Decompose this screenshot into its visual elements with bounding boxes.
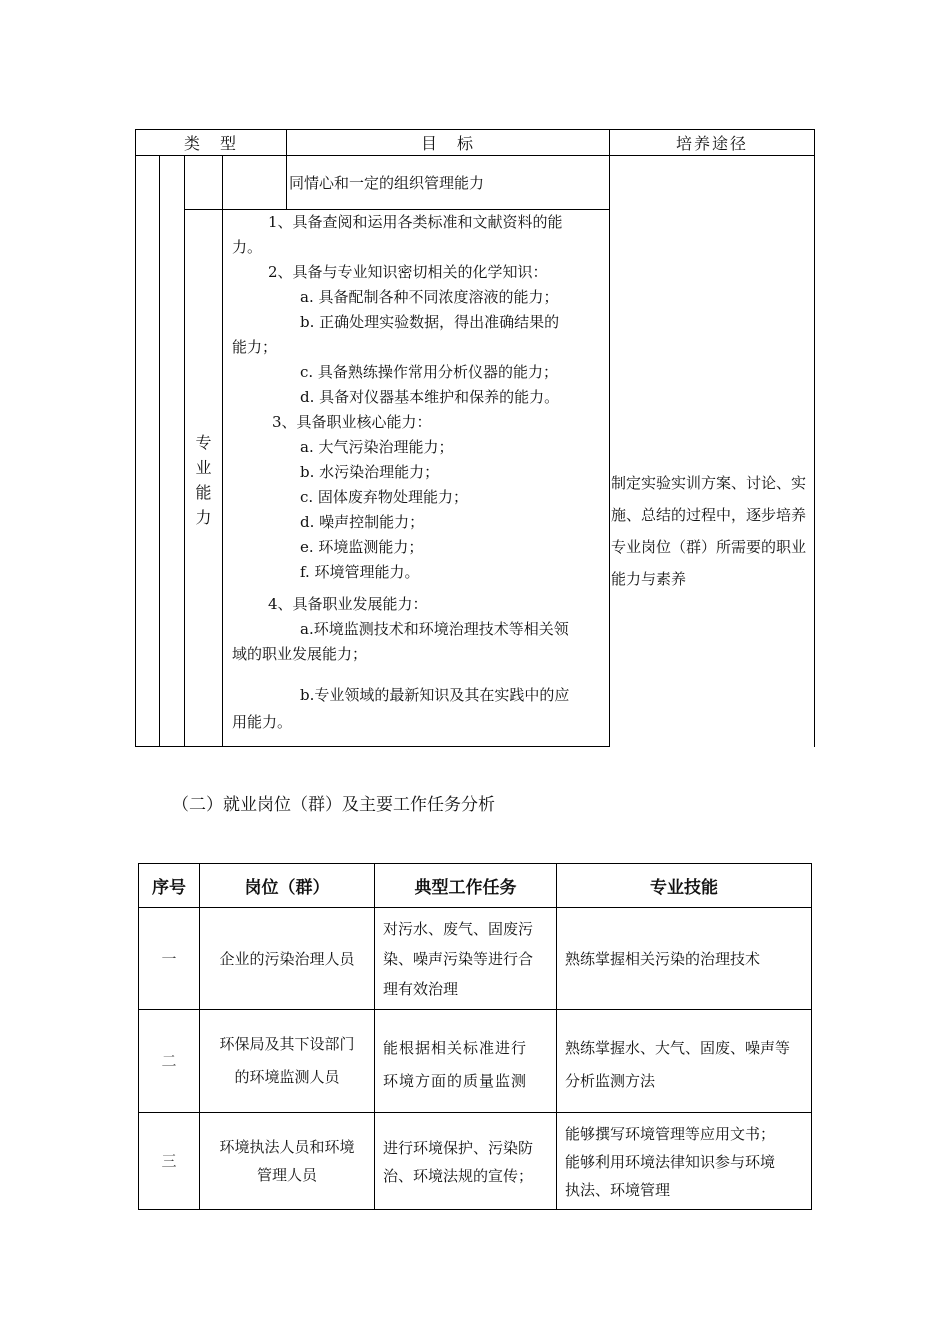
skill-cell: [565, 1032, 810, 1098]
goal-line: a. 大气污染治理能力；: [300, 438, 454, 456]
goal-line: e. 环境监测能力；: [300, 538, 424, 556]
goal-line: a.环境监测技术和环境治理技术等相关领: [300, 620, 569, 638]
path-line: 能力与素养: [611, 570, 687, 588]
header-type: 类 型: [183, 134, 238, 153]
goal-line: 1、具备查阅和运用各类标准和文献资料的能: [268, 213, 563, 231]
goal-line: b. 水污染治理能力；: [300, 463, 440, 481]
task-line: 对污水、废气、固废污: [383, 920, 534, 938]
row-num: 三: [161, 1152, 177, 1170]
task-line: 环境方面的质量监测: [383, 1072, 528, 1090]
task-line: 能根据相关标准进行: [383, 1039, 528, 1057]
goal-line: 用能力。: [232, 713, 293, 731]
post-cell: [200, 908, 374, 1009]
goal-line: f. 环境管理能力。: [300, 563, 420, 581]
category-char: 能: [195, 483, 212, 502]
post-line: 环境执法人员和环境: [219, 1138, 355, 1156]
skill-cell: [565, 908, 810, 1009]
goal-line: b.专业领域的最新知识及其在实践中的应: [300, 686, 570, 704]
post-line: 的环境监测人员: [234, 1068, 340, 1086]
skill-line: 能够利用环境法律知识参与环境: [565, 1153, 776, 1171]
task-cell: [383, 1032, 553, 1098]
skill-line: 熟练掌握水、大气、固废、噪声等: [565, 1039, 791, 1057]
task-line: 染、噪声污染等进行合: [383, 950, 534, 968]
category-char: 业: [195, 458, 212, 477]
post-line: 环保局及其下设部门: [219, 1035, 355, 1053]
goal-line: a. 具备配制各种不同浓度溶液的能力；: [300, 288, 559, 306]
goal-line: 力。: [232, 238, 263, 256]
skill-line: 执法、环境管理: [565, 1181, 671, 1199]
goal-line: 域的职业发展能力；: [232, 645, 368, 663]
goal-line: 3、具备职业核心能力：: [272, 413, 432, 431]
skill-cell: [565, 1120, 810, 1204]
category-cell: [185, 210, 222, 746]
path-line: 专业岗位（群）所需要的职业: [611, 538, 807, 556]
header-path: 培养途径: [675, 134, 748, 153]
post-line: 企业的污染治理人员: [219, 949, 355, 968]
goal-line: c. 固体废弃物处理能力；: [300, 488, 468, 506]
header-goal: 目 标: [420, 134, 475, 153]
goal-line: d. 噪声控制能力；: [300, 513, 425, 531]
skill-line: 熟练掌握相关污染的治理技术: [565, 949, 761, 968]
section-title: （二）就业岗位（群）及主要工作任务分析: [172, 795, 495, 815]
category-char: 专: [195, 433, 212, 452]
header-skill: 专业技能: [650, 878, 718, 898]
category-char: 力: [195, 508, 212, 527]
header-task: 典型工作任务: [414, 878, 517, 898]
post-line: 管理人员: [256, 1166, 317, 1184]
task-cell: [383, 1134, 553, 1190]
task-line: 理有效治理: [383, 980, 459, 998]
goal-line: 能力；: [232, 338, 278, 356]
post-cell: [200, 1010, 374, 1112]
path-line: 施、总结的过程中，逐步培养: [611, 506, 807, 524]
header-post: 岗位（群）: [244, 878, 330, 898]
header-num: 序号: [152, 878, 186, 898]
goal-line: b. 正确处理实验数据，得出准确结果的: [300, 313, 560, 331]
post-cell: [200, 1113, 374, 1209]
path-line: 制定实验实训方案、讨论、实: [611, 474, 807, 492]
task-line: 治、环境法规的宣传；: [383, 1167, 534, 1185]
row-num: 二: [161, 1052, 177, 1070]
goal-line: c. 具备熟练操作常用分析仪器的能力；: [300, 363, 558, 381]
goal-line: 4、具备职业发展能力：: [268, 595, 428, 613]
skill-line: 能够撰写环境管理等应用文书；: [565, 1125, 776, 1143]
task-cell: [383, 914, 553, 1004]
goal-line: d. 具备对仪器基本维护和保养的能力。: [300, 388, 560, 406]
goal-line: 2、具备与专业知识密切相关的化学知识：: [268, 263, 548, 281]
row-num: 一: [161, 949, 177, 968]
skill-line: 分析监测方法: [565, 1072, 656, 1090]
task-line: 进行环境保护、污染防: [383, 1139, 534, 1157]
goal-row-1: 同情心和一定的组织管理能力: [289, 174, 485, 192]
